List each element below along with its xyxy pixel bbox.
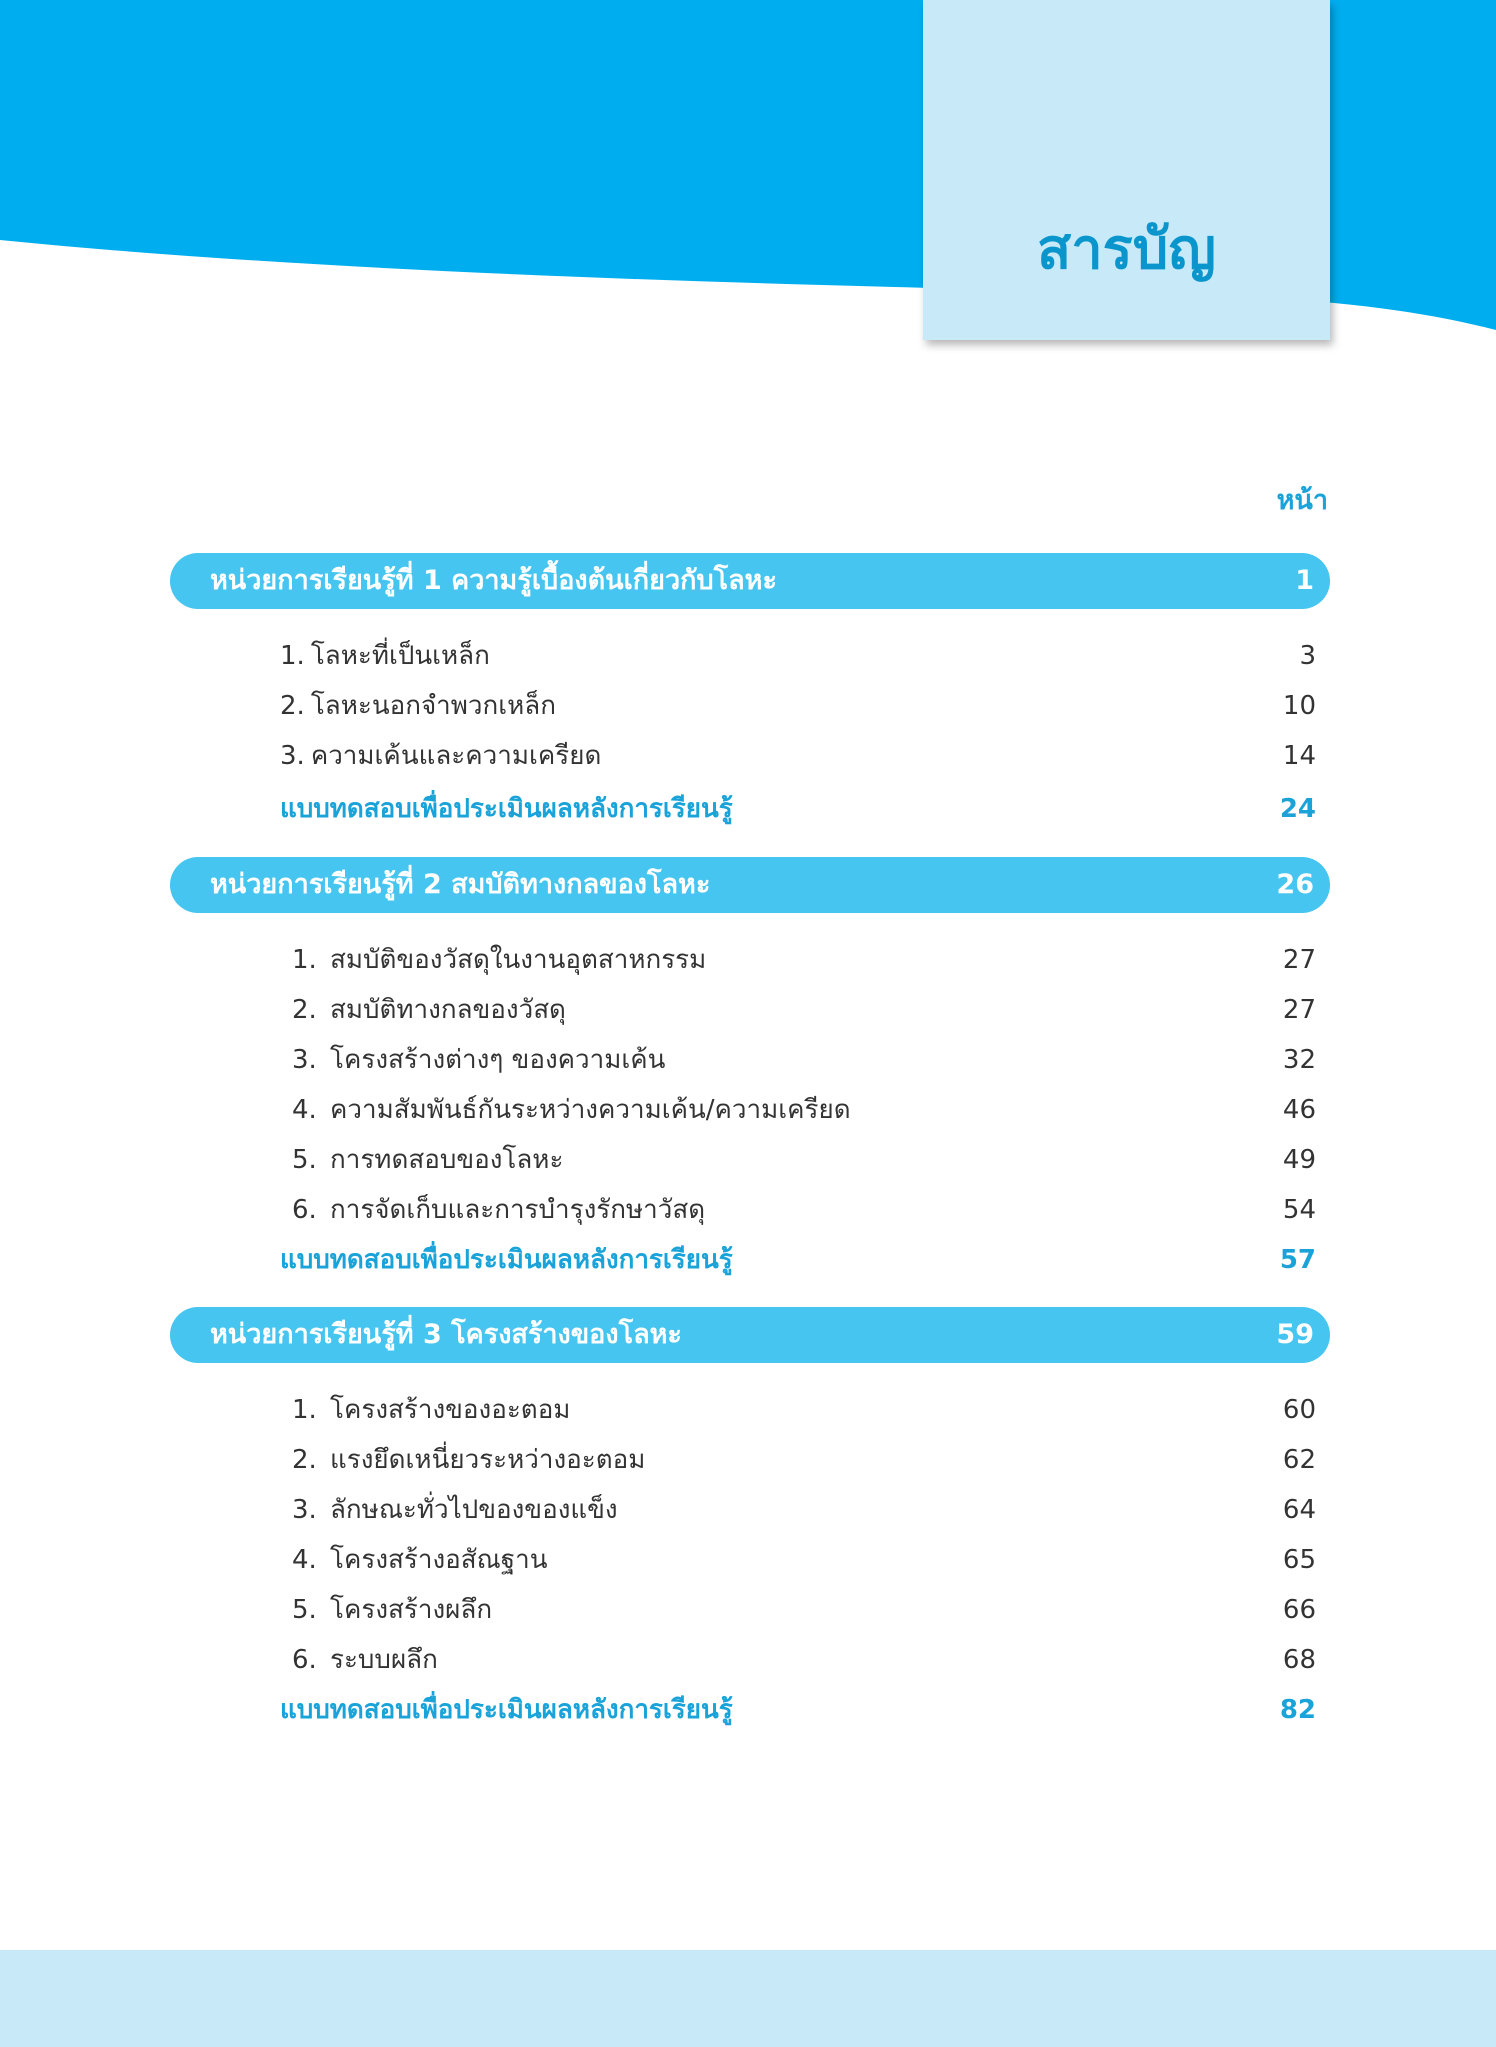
toc-entry[interactable] xyxy=(280,1140,1316,1180)
entry-label: การทดสอบของโลหะ xyxy=(330,1145,564,1175)
entry-label: โครงสร้างผลึก xyxy=(330,1595,493,1625)
toc-entry[interactable] xyxy=(280,1590,1316,1630)
toc-entry[interactable] xyxy=(280,1490,1316,1530)
entry-number: 3. xyxy=(292,1495,317,1525)
entry-page-number: 3 xyxy=(1299,641,1316,671)
toc-entry[interactable] xyxy=(280,1440,1316,1480)
entry-label: โครงสร้างของอะตอม xyxy=(330,1395,571,1425)
entry-number: 5. xyxy=(292,1145,317,1175)
entry-page-number: 66 xyxy=(1282,1595,1316,1625)
test-page-number: 57 xyxy=(1279,1245,1316,1275)
entry-page-number: 32 xyxy=(1282,1045,1316,1075)
entry-number: 1. xyxy=(292,1395,317,1425)
entry-label: ความสัมพันธ์กันระหว่างความเค้น/ความเครียด xyxy=(330,1095,851,1125)
entry-page-number: 62 xyxy=(1282,1445,1316,1475)
page-column-label: หน้า xyxy=(1276,485,1328,516)
entry-page-number: 64 xyxy=(1282,1495,1316,1525)
toc-entry[interactable] xyxy=(280,736,1316,776)
entry-page-number: 27 xyxy=(1282,945,1316,975)
unit-page-number: 1 xyxy=(1295,565,1314,596)
unit-title: หน่วยการเรียนรู้ที่ 3 โครงสร้างของโลหะ xyxy=(210,1319,682,1350)
entry-page-number: 68 xyxy=(1282,1645,1316,1675)
toc-entry[interactable] xyxy=(280,686,1316,726)
test-page-number: 82 xyxy=(1279,1695,1316,1725)
entry-label: สมบัติทางกลของวัสดุ xyxy=(330,995,566,1025)
page-title: สารบัญ xyxy=(1037,217,1216,282)
entry-label: การจัดเก็บและการบำรุงรักษาวัสดุ xyxy=(330,1195,706,1225)
toc-entry[interactable] xyxy=(280,990,1316,1030)
entry-number: 6. xyxy=(292,1645,317,1675)
toc-entry[interactable] xyxy=(280,1390,1316,1430)
entry-number: 5. xyxy=(292,1595,317,1625)
toc-test-entry[interactable] xyxy=(280,1240,1316,1280)
test-label: แบบทดสอบเพื่อประเมินผลหลังการเรียนรู้ xyxy=(280,1245,733,1275)
entry-number: 2. xyxy=(280,691,305,721)
entry-number: 3. xyxy=(292,1045,317,1075)
footer-band xyxy=(0,1950,1496,2047)
unit-2-header[interactable] xyxy=(170,857,1330,913)
entry-number: 2. xyxy=(292,1445,317,1475)
entry-number: 6. xyxy=(292,1195,317,1225)
title-box xyxy=(923,0,1330,340)
toc-entry[interactable] xyxy=(280,1090,1316,1130)
entry-page-number: 14 xyxy=(1282,741,1316,771)
unit-3-header[interactable] xyxy=(170,1307,1330,1363)
toc-test-entry[interactable] xyxy=(280,1690,1316,1730)
toc-entry[interactable] xyxy=(280,1190,1316,1230)
toc-entry[interactable] xyxy=(280,1540,1316,1580)
test-label: แบบทดสอบเพื่อประเมินผลหลังการเรียนรู้ xyxy=(280,1695,733,1725)
entry-label: โครงสร้างอสัณฐาน xyxy=(330,1545,548,1575)
entry-label: โลหะที่เป็นเหล็ก xyxy=(310,641,490,671)
toc-entry[interactable] xyxy=(280,1040,1316,1080)
entry-number: 3. xyxy=(280,741,305,771)
unit-page-number: 26 xyxy=(1276,869,1314,900)
test-page-number: 24 xyxy=(1279,794,1316,824)
unit-title: หน่วยการเรียนรู้ที่ 1 ความรู้เบื้องต้นเกี่ยวกับโลหะ xyxy=(210,565,777,596)
entry-label: แรงยึดเหนี่ยวระหว่างอะตอม xyxy=(330,1445,646,1475)
toc-test-entry[interactable] xyxy=(280,789,1316,829)
entry-label: ระบบผลึก xyxy=(330,1645,438,1675)
entry-label: โครงสร้างต่างๆ ของความเค้น xyxy=(330,1045,666,1075)
entry-page-number: 49 xyxy=(1282,1145,1316,1175)
entry-number: 4. xyxy=(292,1095,317,1125)
unit-page-number: 59 xyxy=(1276,1319,1314,1350)
entry-page-number: 46 xyxy=(1282,1095,1316,1125)
test-label: แบบทดสอบเพื่อประเมินผลหลังการเรียนรู้ xyxy=(280,794,733,824)
entry-label: สมบัติของวัสดุในงานอุตสาหกรรม xyxy=(330,945,707,975)
entry-number: 4. xyxy=(292,1545,317,1575)
toc-entry[interactable] xyxy=(280,940,1316,980)
entry-page-number: 27 xyxy=(1282,995,1316,1025)
entry-label: ลักษณะทั่วไปของของแข็ง xyxy=(330,1495,618,1525)
entry-label: ความเค้นและความเครียด xyxy=(310,741,602,771)
entry-number: 2. xyxy=(292,995,317,1025)
entry-number: 1. xyxy=(292,945,317,975)
entry-page-number: 10 xyxy=(1282,691,1316,721)
toc-entry[interactable] xyxy=(280,636,1316,676)
entry-number: 1. xyxy=(280,641,305,671)
unit-title: หน่วยการเรียนรู้ที่ 2 สมบัติทางกลของโลหะ xyxy=(210,869,711,900)
entry-label: โลหะนอกจำพวกเหล็ก xyxy=(310,691,556,721)
entry-page-number: 54 xyxy=(1282,1195,1316,1225)
toc-entry[interactable] xyxy=(280,1640,1316,1680)
unit-1-header[interactable] xyxy=(170,553,1330,609)
entry-page-number: 60 xyxy=(1282,1395,1316,1425)
entry-page-number: 65 xyxy=(1282,1545,1316,1575)
